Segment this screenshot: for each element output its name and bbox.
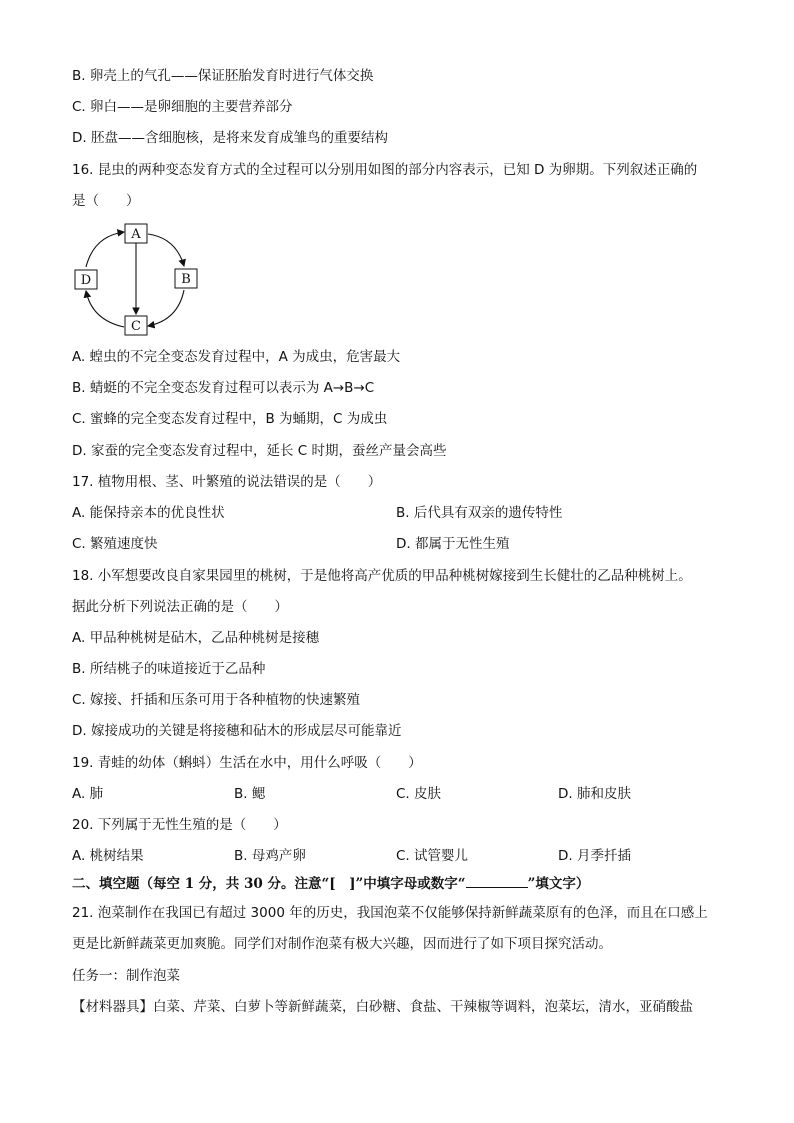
q21-line1: 21. 泡菜制作在我国已有超过 3000 年的历史，我国泡菜不仅能够保持新鲜蔬菜原有的色泽，而且在口感上 xyxy=(72,905,708,921)
q21-materials: 【材料器具】白菜、芹菜、白萝卜等新鲜蔬菜，白砂糖、食盐、干辣椒等调料，泡菜坛，清水，亚硝酸盐 xyxy=(72,999,693,1015)
section-two-heading-part2: ”填文字） xyxy=(527,876,590,892)
node-a xyxy=(125,224,147,243)
q15-option-b: B. 卵壳上的气孔——保证胚胎发育时进行气体交换 xyxy=(72,68,374,84)
section-two-heading-part1: 二、填空题（每空 1 分，共 30 分。注意“[ ]”中填字母或数字“ xyxy=(72,876,466,892)
q17-stem: 17. 植物用根、茎、叶繁殖的说法错误的是（ ） xyxy=(72,474,382,490)
q20-stem: 20. 下列属于无性生殖的是（ ） xyxy=(72,817,287,833)
q15-option-c: C. 卵白——是卵细胞的主要营养部分 xyxy=(72,99,293,115)
q17-option-a: A. 能保持亲本的优良性状 xyxy=(72,505,225,521)
svg-text:C: C xyxy=(131,319,141,334)
q16-stem-line1: 16. 昆虫的两种变态发育方式的全过程可以分别用如图的部分内容表示，已知 D 为卵期。下列叙述正确的 xyxy=(72,162,698,178)
q20-option-a: A. 桃树结果 xyxy=(72,848,144,864)
q17-option-b: B. 后代具有双亲的遗传特性 xyxy=(396,505,563,521)
q18-option-b: B. 所结桃子的味道接近于乙品种 xyxy=(72,661,266,677)
q20-option-c: C. 试管婴儿 xyxy=(396,848,469,864)
section-two-heading xyxy=(72,873,589,894)
q18-stem-line1: 18. 小军想要改良自家果园里的桃树，于是他将高产优质的甲品种桃树嫁接到生长健壮的乙品种桃树上。 xyxy=(72,568,692,584)
q21-task1: 任务一：制作泡菜 xyxy=(72,968,180,984)
q18-option-d: D. 嫁接成功的关键是将接穗和砧木的形成层尽可能靠近 xyxy=(72,723,402,739)
q19-stem: 19. 青蛙的幼体（蝌蚪）生活在水中，用什么呼吸（ ） xyxy=(72,755,422,771)
q18-stem-line2: 据此分析下列说法正确的是（ ） xyxy=(72,599,288,615)
node-d xyxy=(75,270,97,289)
q16-option-a: A. 蝗虫的不完全变态发育过程中，A 为成虫，危害最大 xyxy=(72,349,401,365)
q16-option-d: D. 家蚕的完全变态发育过程中，延长 C 时期，蚕丝产量会高些 xyxy=(72,443,447,459)
q19-option-a: A. 肺 xyxy=(72,786,104,802)
q20-option-b: B. 母鸡产卵 xyxy=(234,848,306,864)
q16-stem-line2: 是（ ） xyxy=(72,193,140,209)
q19-option-d: D. 肺和皮肤 xyxy=(558,786,631,802)
q16-option-b: B. 蜻蜓的不完全变态发育过程可以表示为 A→B→C xyxy=(72,380,375,396)
q18-option-c: C. 嫁接、扦插和压条可用于各种植物的快速繁殖 xyxy=(72,692,361,708)
node-b xyxy=(175,269,197,288)
svg-text:A: A xyxy=(131,227,141,242)
q19-option-c: C. 皮肤 xyxy=(396,786,442,802)
development-cycle-diagram xyxy=(72,220,212,338)
q17-option-d: D. 都属于无性生殖 xyxy=(396,536,510,552)
svg-text:B: B xyxy=(181,272,191,287)
q19-option-b: B. 鳃 xyxy=(234,786,266,802)
q20-option-d: D. 月季扦插 xyxy=(558,848,631,864)
node-c xyxy=(125,316,147,335)
q15-option-d: D. 胚盘——含细胞核，是将来发育成雏鸟的重要结构 xyxy=(72,130,388,146)
svg-text:D: D xyxy=(80,273,92,288)
q17-option-c: C. 繁殖速度快 xyxy=(72,536,158,552)
q18-option-a: A. 甲品种桃树是砧木，乙品种桃树是接穗 xyxy=(72,630,320,646)
q16-option-c: C. 蜜蜂的完全变态发育过程中，B 为蛹期，C 为成虫 xyxy=(72,411,388,427)
fill-blank-line xyxy=(466,873,528,888)
q21-line2: 更是比新鲜蔬菜更加爽脆。同学们对制作泡菜有极大兴趣，因而进行了如下项目探究活动。 xyxy=(72,936,612,952)
